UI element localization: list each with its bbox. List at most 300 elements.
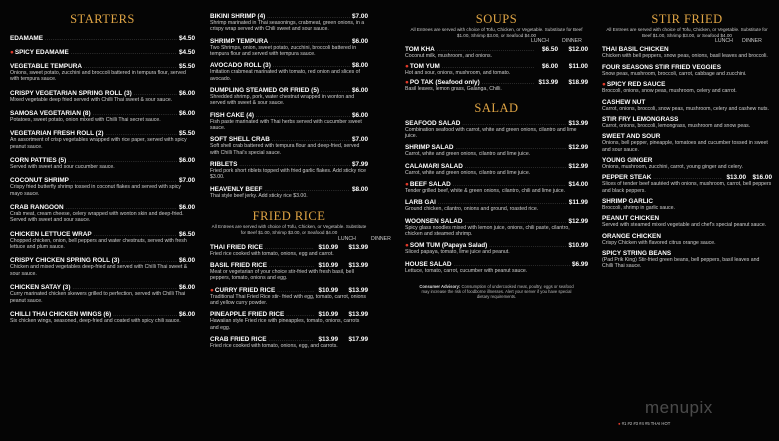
menu-item-lunch-price: $13.99 [318,336,338,344]
chili-icon: ● [405,79,409,87]
menu-item [10,257,195,277]
fried-rice-subtitle: All Entrees are served with choice of Tofu, Chicken, or Vegetable. Substitute for Beef $1.00, Shrimp $3.00, or Seafood $4.00 [211,224,367,235]
menu-item-name: FISH CAKE (4) [210,111,255,119]
menu-item [405,144,588,157]
menu-item-name-row [405,120,588,127]
dot-leader [84,63,177,70]
menu-item-name: PO TAK (Seafood only) [409,79,480,87]
dot-leader [68,157,177,164]
menu-item [405,181,588,194]
dot-leader [653,174,722,181]
menu-item-description: Spicy glass noodles mixed with lemon juice, onions, chili paste, cilantro, chicken and steamed shrimp. [405,224,570,237]
menu-item-dinner-price: $11.00 [568,62,588,70]
dot-leader [264,186,350,193]
menu-item-dinner-price: $12.00 [568,46,588,54]
menu-item-name-row [210,87,368,94]
menu-item-description: Fried pork short riblets topped with fried garlic flakes. Add sticky rice $3.00. [210,168,366,181]
menu-item-name-row [10,311,195,318]
menu-item [405,199,588,212]
menu-item [405,163,588,176]
menu-item-lunch-price: $6.50 [542,46,558,54]
menu-item-name-row [210,244,368,251]
menu-item-description: Chicken with bell peppers, snow peas, onions, basil leaves and broccoli. [602,53,768,60]
menu-item-description: Curry marinated chicken skewers grilled to perfection, served with Chilli Thai peanut sauce. [10,291,186,304]
fried-rice-title: FRIED RICE [252,209,326,224]
menu-item [210,87,368,107]
chili-icon: ● [10,49,14,56]
menu-item-price: $12.99 [568,217,588,225]
menu-item [602,233,772,246]
menu-item [210,136,368,156]
menu-item-price: $6.00 [179,257,195,265]
dot-leader [256,112,350,119]
menu-item-name-row [405,242,588,249]
menu-item-description: Carrot, onions, broccoli, lemongrass, mushroom and snow peas. [602,122,751,129]
dot-leader [277,287,314,294]
menu-item-name: AVOCADO ROLL (3) [210,62,271,70]
stir-fried-price-header [602,38,772,46]
menu-item [210,311,368,331]
soups-salad-column [405,0,588,300]
dot-leader [94,231,177,238]
menu-item-name: BEEF SALAD [409,180,451,188]
menu-item-description: Ground chicken, cilantro, onions and ground, roasted rice. [405,206,539,213]
dot-leader [72,284,177,291]
menu-item-price: $6.00 [179,284,195,292]
menu-item [602,215,772,228]
menu-item-lunch-price: $13.00 [726,174,746,182]
menu-item [405,218,588,238]
lunch-label: LUNCH [531,38,549,45]
soups-title: SOUPS [475,12,518,26]
menu-item-description: Onions, bell pepper, pineapple, tomatoes and cucumber tossed in sweet and sour sauce. [602,140,768,153]
menu-item-description: (Pad Prik King) Stir-fried green beans, bell peppers, basil leaves and Chilli Thai sauce. [602,256,760,270]
menu-item-description: Hawaiian style Fried rice with pineapples, tomato, onions, carrots and egg. [210,318,360,331]
dot-leader [267,13,350,20]
menu-item-name-row [210,262,368,269]
dot-leader [268,336,314,343]
menu-item-dinner-price: $13.99 [348,261,368,269]
menu-item-price: $6.00 [352,87,368,95]
menu-item-name-row [210,136,368,143]
menu-item-name-row [10,130,195,137]
menu-item-lunch-price: $6.00 [542,62,558,70]
dot-leader [465,218,567,225]
menu-item-name: DUMPLING STEAMED OR FRIED (5) [210,87,319,95]
menu-item-name-row [602,198,772,205]
menu-item-description: Crispy Chicken with flavored citrus orange sauce. [602,239,716,246]
menu-item-name: CHICKEN LETTUCE WRAP [10,230,92,238]
menu-item-name: CHICKEN SATAY (3) [10,284,71,292]
menu-item-name: SHRIMP SALAD [405,144,454,152]
dot-leader [465,163,567,170]
menu-item-description: Combination seafood with carrot, white and green onions, cilantro and lime juice. [405,126,577,139]
menu-item-name-row [405,261,588,268]
menu-item [405,261,588,274]
dot-leader [462,120,566,127]
menu-item [10,231,195,251]
menu-item-dinner-price: $13.99 [348,311,368,319]
menu-item-description: Crispy fried butterfly shrimp tossed in coconut flakes and served with spicy mayo sauce. [10,184,181,197]
menu-item-name-row [405,46,588,53]
stir-fried-column [602,0,772,274]
dinner-label: DINNER [371,235,391,242]
menu-item-description: Broccoli, shrimp in garlic sauce. [602,204,675,211]
menu-item [405,63,588,76]
dot-leader [71,177,177,184]
menu-item-name: PEPPER STEAK [602,174,652,182]
menu-item-description: Sliced papaya, tomato, lime juice and peanut. [405,249,510,256]
dot-leader [286,311,314,318]
menu-item-name-row [602,174,772,181]
dot-leader [66,204,177,211]
menu-item-name: CORN PATTIES (5) [10,157,67,165]
menu-item-name: SPICY EDAMAME [14,49,69,56]
starters-list [10,35,195,324]
menu-item-price: $14.00 [568,180,588,188]
menu-item-price: $6.00 [179,89,195,97]
menu-item-price: $5.50 [179,130,195,138]
dot-leader [265,244,314,251]
menu-item-name: FOUR SEASONS STIR FRIED VEGGIES [602,63,721,71]
dot-leader [71,49,177,56]
menu-item-description: Broccoli, onions, snow peas, mushroom, celery and carrot. [602,88,737,95]
menu-item-price: $11.99 [568,199,588,207]
menu-item [602,46,772,59]
menu-item [10,63,195,83]
dinner-label: DINNER [742,38,762,45]
menu-item-name-row [10,177,195,184]
menu-item-name: RIBLETS [210,161,238,169]
menu-item-name-row [210,311,368,318]
menu-item-name: WOONSEN SALAD [405,217,463,225]
dot-leader [106,130,178,137]
menu-item-name-row [210,112,368,119]
menu-item-name-row [10,157,195,164]
menu-item [602,64,772,77]
dot-leader [272,136,350,143]
menu-item-description: Fish paste marinated with Thai herbs served with cucumber sweet sauce. [210,118,362,132]
menu-item [10,157,195,170]
menu-item-price: $12.99 [568,144,588,152]
menu-item-price: $8.00 [352,62,368,70]
salad-title: SALAD [474,100,519,115]
menu-item [405,46,588,59]
menu-item-dinner-price: $13.99 [348,243,368,251]
menu-item [210,336,368,349]
menu-item-name-row [602,116,772,123]
menu-item-name-row [10,63,195,70]
lunch-label: LUNCH [715,38,733,45]
menu-item-price: $8.00 [352,185,368,193]
menu-item-price: $6.50 [179,230,195,238]
dot-leader [456,144,567,151]
menu-item [405,79,588,92]
menu-item [405,242,588,255]
menu-item [10,35,195,42]
menu-item-name: SPICY RED SAUCE [606,81,666,89]
menu-item-name: SWEET AND SOUR [602,133,661,141]
menu-item-description: An assortment of crisp vegetables wrapped with rice paper, served with spicy peanut sauce. [10,137,187,150]
menu-item-description: Chicken and mixed vegetables deep-fried and served with Chilli Thai sweet & sour sauce. [10,264,188,277]
menu-item-description: Fried rice cooked with tomato, onions, egg, and carrots. [210,343,338,350]
menu-item-price: $6.00 [179,310,195,318]
menu-item [602,133,772,153]
menu-item-description: Shrimp marinated in Thai seasonings, crabmeat, green onions, in a crispy wrap served with Chili sweet and sour sauce. [210,20,365,33]
menu-item-name-row [10,257,195,264]
starters-title: STARTERS [70,12,135,26]
menu-item-name: YOUNG GINGER [602,156,653,164]
menu-item [602,250,772,270]
menu-item-name: EDAMAME [10,35,44,42]
advisory-label: Consumer Advisory: [419,283,461,289]
menu-item [602,198,772,211]
menu-item-price: $4.50 [179,49,195,56]
menu-item-name: TOM YUM [409,62,440,70]
menu-item-name: THAI BASIL CHICKEN [602,46,669,54]
menu-item-description: Tender grilled beef, white & green onions, cilantro, chili and lime juice. [405,187,566,194]
menu-item-price: $7.00 [352,136,368,144]
menu-item-name: SPICY STRING BEANS [602,249,672,257]
menu-item-name-row [602,46,772,53]
menu-item [10,177,195,197]
dot-leader [269,262,314,269]
menu-item-name-row [405,79,588,86]
menu-item-name: CASHEW NUT [602,98,646,106]
menu-item-name: BASIL FRIED RICE [210,261,268,269]
menu-item-price: $6.00 [352,37,368,45]
menu-item-name: CURRY FRIED RICE [214,286,276,294]
menu-item [210,161,368,181]
spice-legend [618,421,670,426]
menu-item-name-row [10,204,195,211]
chili-icon: ● [405,62,409,70]
menu-item-name: SEAFOOD SALAD [405,119,461,127]
menu-item-name: CRISPY CHICKEN SPRING ROLL (3) [10,257,120,265]
menu-item-name-row [210,62,368,69]
menu-item-price: $6.00 [179,204,195,212]
menu-item [10,90,195,103]
menu-item-name: LARB GAI [405,199,436,207]
starters-continued-list [210,13,368,199]
menu-item-price: $10.99 [568,242,588,250]
menu-item-description: Six chicken wings, seasoned, deep-fried and coated with spicy chili sauce. [10,317,181,324]
dot-leader [273,62,350,69]
menu-item-name: SHRIMP TEMPURA [210,37,269,45]
chili-icon: ● [618,421,621,426]
menu-item-name-row [405,199,588,206]
menu-item-name-row [210,186,368,193]
menu-item-lunch-price: $10.99 [318,311,338,319]
menu-item-name-row [405,163,588,170]
menu-item-price: $13.99 [568,119,588,127]
menu-item-name-row [602,64,772,71]
menu-item-dinner-price: $18.99 [568,79,588,87]
menu-item [602,116,772,129]
chili-icon: ● [405,242,409,250]
dot-leader [453,181,567,188]
stir-fried-list [602,46,772,269]
dot-leader [454,261,570,268]
menu-item-name: CHILLI THAI CHICKEN WINGS (6) [10,310,112,318]
menu-item-description: Fried rice cooked with tomato, onions, egg and carrot. [210,250,334,257]
menu-item-name: CALAMARI SALAD [405,162,463,170]
menu-item [602,81,772,94]
menu-item-name-row [602,133,772,140]
menu-item-price: $7.00 [179,177,195,185]
menu-item-name: CRAB RANGOON [10,204,64,212]
menu-item [210,287,368,307]
dot-leader [239,161,350,168]
menu-item-description: Hot and sour, onions, mushroom, and tomato. [405,69,511,76]
menu-item-price: $7.99 [352,161,368,169]
menu-item [210,62,368,82]
menu-item-description: Lettuce, tomato, carrot, cucumber with peanut sauce. [405,267,528,274]
menu-item-name-row [10,90,195,97]
menu-item-name-row [10,110,195,117]
menu-item-name: TOM KHA [405,46,435,54]
menu-item-name: SOM TUM (Papaya Salad) [409,242,488,250]
menu-item-description: Chopped chicken, onion, bell peppers and water chestnuts, served with fresh lettuce and plum sauce. [10,237,187,251]
menu-item [210,262,368,282]
dot-leader [45,35,177,42]
menu-item-description: Soft shell crab battered with tempura flour and deep-fried, served with Chilli Thai's special sauce. [210,143,360,156]
spice-legend-text: #1 #2 #3 #4 #5 THAI HOT [621,421,671,426]
menu-item-dinner-price: $13.99 [348,286,368,294]
menu-item-name-row [210,13,368,20]
menupix-watermark: menupix [645,398,713,417]
menu-item-description: Carrot, onions, broccoli, snow peas, mushroom, celery and cashew nuts. [602,105,769,112]
menu-item-name: BIKINI SHRIMP (4) [210,13,266,20]
menu-item [210,38,368,58]
menu-item-description: Carrot, white and green onions, cilantro and lime juice. [405,151,531,158]
dot-leader [438,199,567,206]
menu-item-name: HEAVENLY BEEF [210,185,263,193]
menu-item-name: COCONUT SHRIMP [10,177,69,185]
menu-item [10,311,195,324]
menu-item [210,186,368,199]
soups-subtitle: All Entrees are served with choice of Tofu, Chicken, or Vegetable. Substitute for Beef $1.00, Shrimp $3.00, or Seafood $4.00 [410,27,583,38]
menu-item-name: VEGETABLE TEMPURA [10,63,82,70]
chili-icon: ● [602,81,606,89]
dot-leader [270,38,350,45]
menu-item-lunch-price: $10.99 [318,261,338,269]
menu-item [210,13,368,33]
menu-item-name: SAMOSA VEGETARIAN (8) [10,110,91,118]
menu-item-name: PINEAPPLE FRIED RICE [210,311,285,319]
dot-leader [113,311,177,318]
dot-leader [482,79,534,86]
menu-item-name: PEANUT CHICKEN [602,215,660,223]
dot-leader [489,242,566,249]
menu-item-name: VEGETARIAN FRESH ROLL (2) [10,130,104,138]
menu-item-description: Onions, mushroom, zucchini, carrot, young ginger and celery. [602,163,743,170]
menu-item-name-row [405,218,588,225]
stir-fried-subtitle: All Entrees are served with choice of Tofu, Chicken, or Vegetable. Substitute for Beef $1.00, Shrimp $3.00, or Seafood $4.00 [606,27,768,38]
menu-item-name: SHRIMP GARLIC [602,197,654,205]
menu-item-description: Thai style beef jerky. Add sticky rice $3.00. [210,192,308,199]
menu-item-name: SOFT SHELL CRAB [210,136,270,144]
menu-item-name: STIR FRY LEMONGRASS [602,115,679,123]
menu-item-name: THAI FRIED RICE [210,243,263,251]
dot-leader [321,87,350,94]
menu-item-description: Carrot, white and green onions, cilantro and lime juice. [405,169,531,176]
lunch-label: LUNCH [338,235,356,242]
menu-item-lunch-price: $10.99 [318,243,338,251]
menu-item-name-row [210,161,368,168]
menu-item-name-row [210,287,368,294]
menu-item-name-row [10,49,195,56]
dot-leader [437,46,534,53]
menu-item-description: Slices of tender beef sautéed with onions, mushroom, carrot, bell peppers and black peppers. [602,181,772,194]
menu-item-name: ORANGE CHICKEN [602,232,661,240]
menu-item-dinner-price: $17.99 [348,336,368,344]
menu-item-description: Basil leaves, lemon grass, Galanga, Chilli. [405,86,502,93]
chili-icon: ● [405,180,409,188]
menu-item-name-row [602,233,772,240]
menu-item-lunch-price: $13.99 [538,79,558,87]
menu-item-name-row [405,63,588,70]
menu-item-price: $6.00 [179,157,195,165]
menu-item-lunch-price: $10.99 [318,286,338,294]
menu-item [602,99,772,112]
menu-item [10,110,195,123]
menu-item [210,112,368,132]
menu-item-description: Crab meat, cream cheese, celery wrapped with wonton skin and deep-fried. Served with sweet and sour sauce. [10,211,184,224]
menu-item-name: CRAB FRIED RICE [210,336,267,344]
menu-item [10,49,195,56]
menu-item-description: Mixed vegetable deep fried served with Chilli Thai sweet & sour sauce. [10,96,173,103]
menu-item-name-row [602,215,772,222]
stir-fried-title: STIR FRIED [651,12,723,26]
dinner-label: DINNER [562,38,582,45]
menu-item-name-row [602,250,772,257]
menu-item-description: Potatoes, sweet potato, onion mixed with Chilli Thai secret sauce. [10,117,161,124]
menu-item [602,157,772,170]
salad-list [405,120,588,274]
menu-item-price: $6.00 [179,110,195,118]
starters-continued-column [210,0,391,354]
fried-rice-price-header [210,235,391,244]
dot-leader [121,257,177,264]
menu-item [10,284,195,304]
menu-item-description: Meat or vegetarian of your choice stir-fried with fresh basil, bell peppers, tomato, onions and egg. [210,268,354,282]
advisory-text: Consumption of undercooked meat, poultry, eggs or seafood may increase the risk of foodborne illnesses. Alert your server if you have special dietary requirements. [421,283,574,300]
consumer-advisory [405,284,588,300]
menu-item-name: HOUSE SALAD [405,260,452,268]
menu-item-name-row [405,181,588,188]
dot-leader [134,90,177,97]
menu-item-dinner-price: $16.00 [752,174,772,182]
menu-item-description: Shredded shrimp, pork, water chestnut wrapped in wonton and served with sweet & sour sauce. [210,94,355,107]
menu-item-description: Coconut milk, mushroom, and onions. [405,53,493,60]
menu-item-description: Traditional Thai Fried Rice stir- fried with egg, tomato, carrot, onions and yellow curry powder. [210,293,366,306]
menu-item-name-row [10,35,195,42]
menu-item-description: Onions, sweet potato, zucchini and broccoli battered in tempura flour, served with tempura sauce. [10,70,186,83]
menu-item-price: $5.50 [179,63,195,70]
menu-item-price: $7.00 [352,13,368,20]
menu-item-name-row [210,336,368,343]
menu-item-description: Served with sweet and sour cucumber sauce. [10,164,115,171]
menu-item-name-row [602,157,772,164]
menu-item-price: $12.99 [568,162,588,170]
menu-item-name-row [602,99,772,106]
menu-item [210,244,368,257]
menu-item-price: $4.50 [179,35,195,42]
menu-item-name-row [10,231,195,238]
menu-item-name-row [602,81,772,88]
menu-item-name-row [10,284,195,291]
